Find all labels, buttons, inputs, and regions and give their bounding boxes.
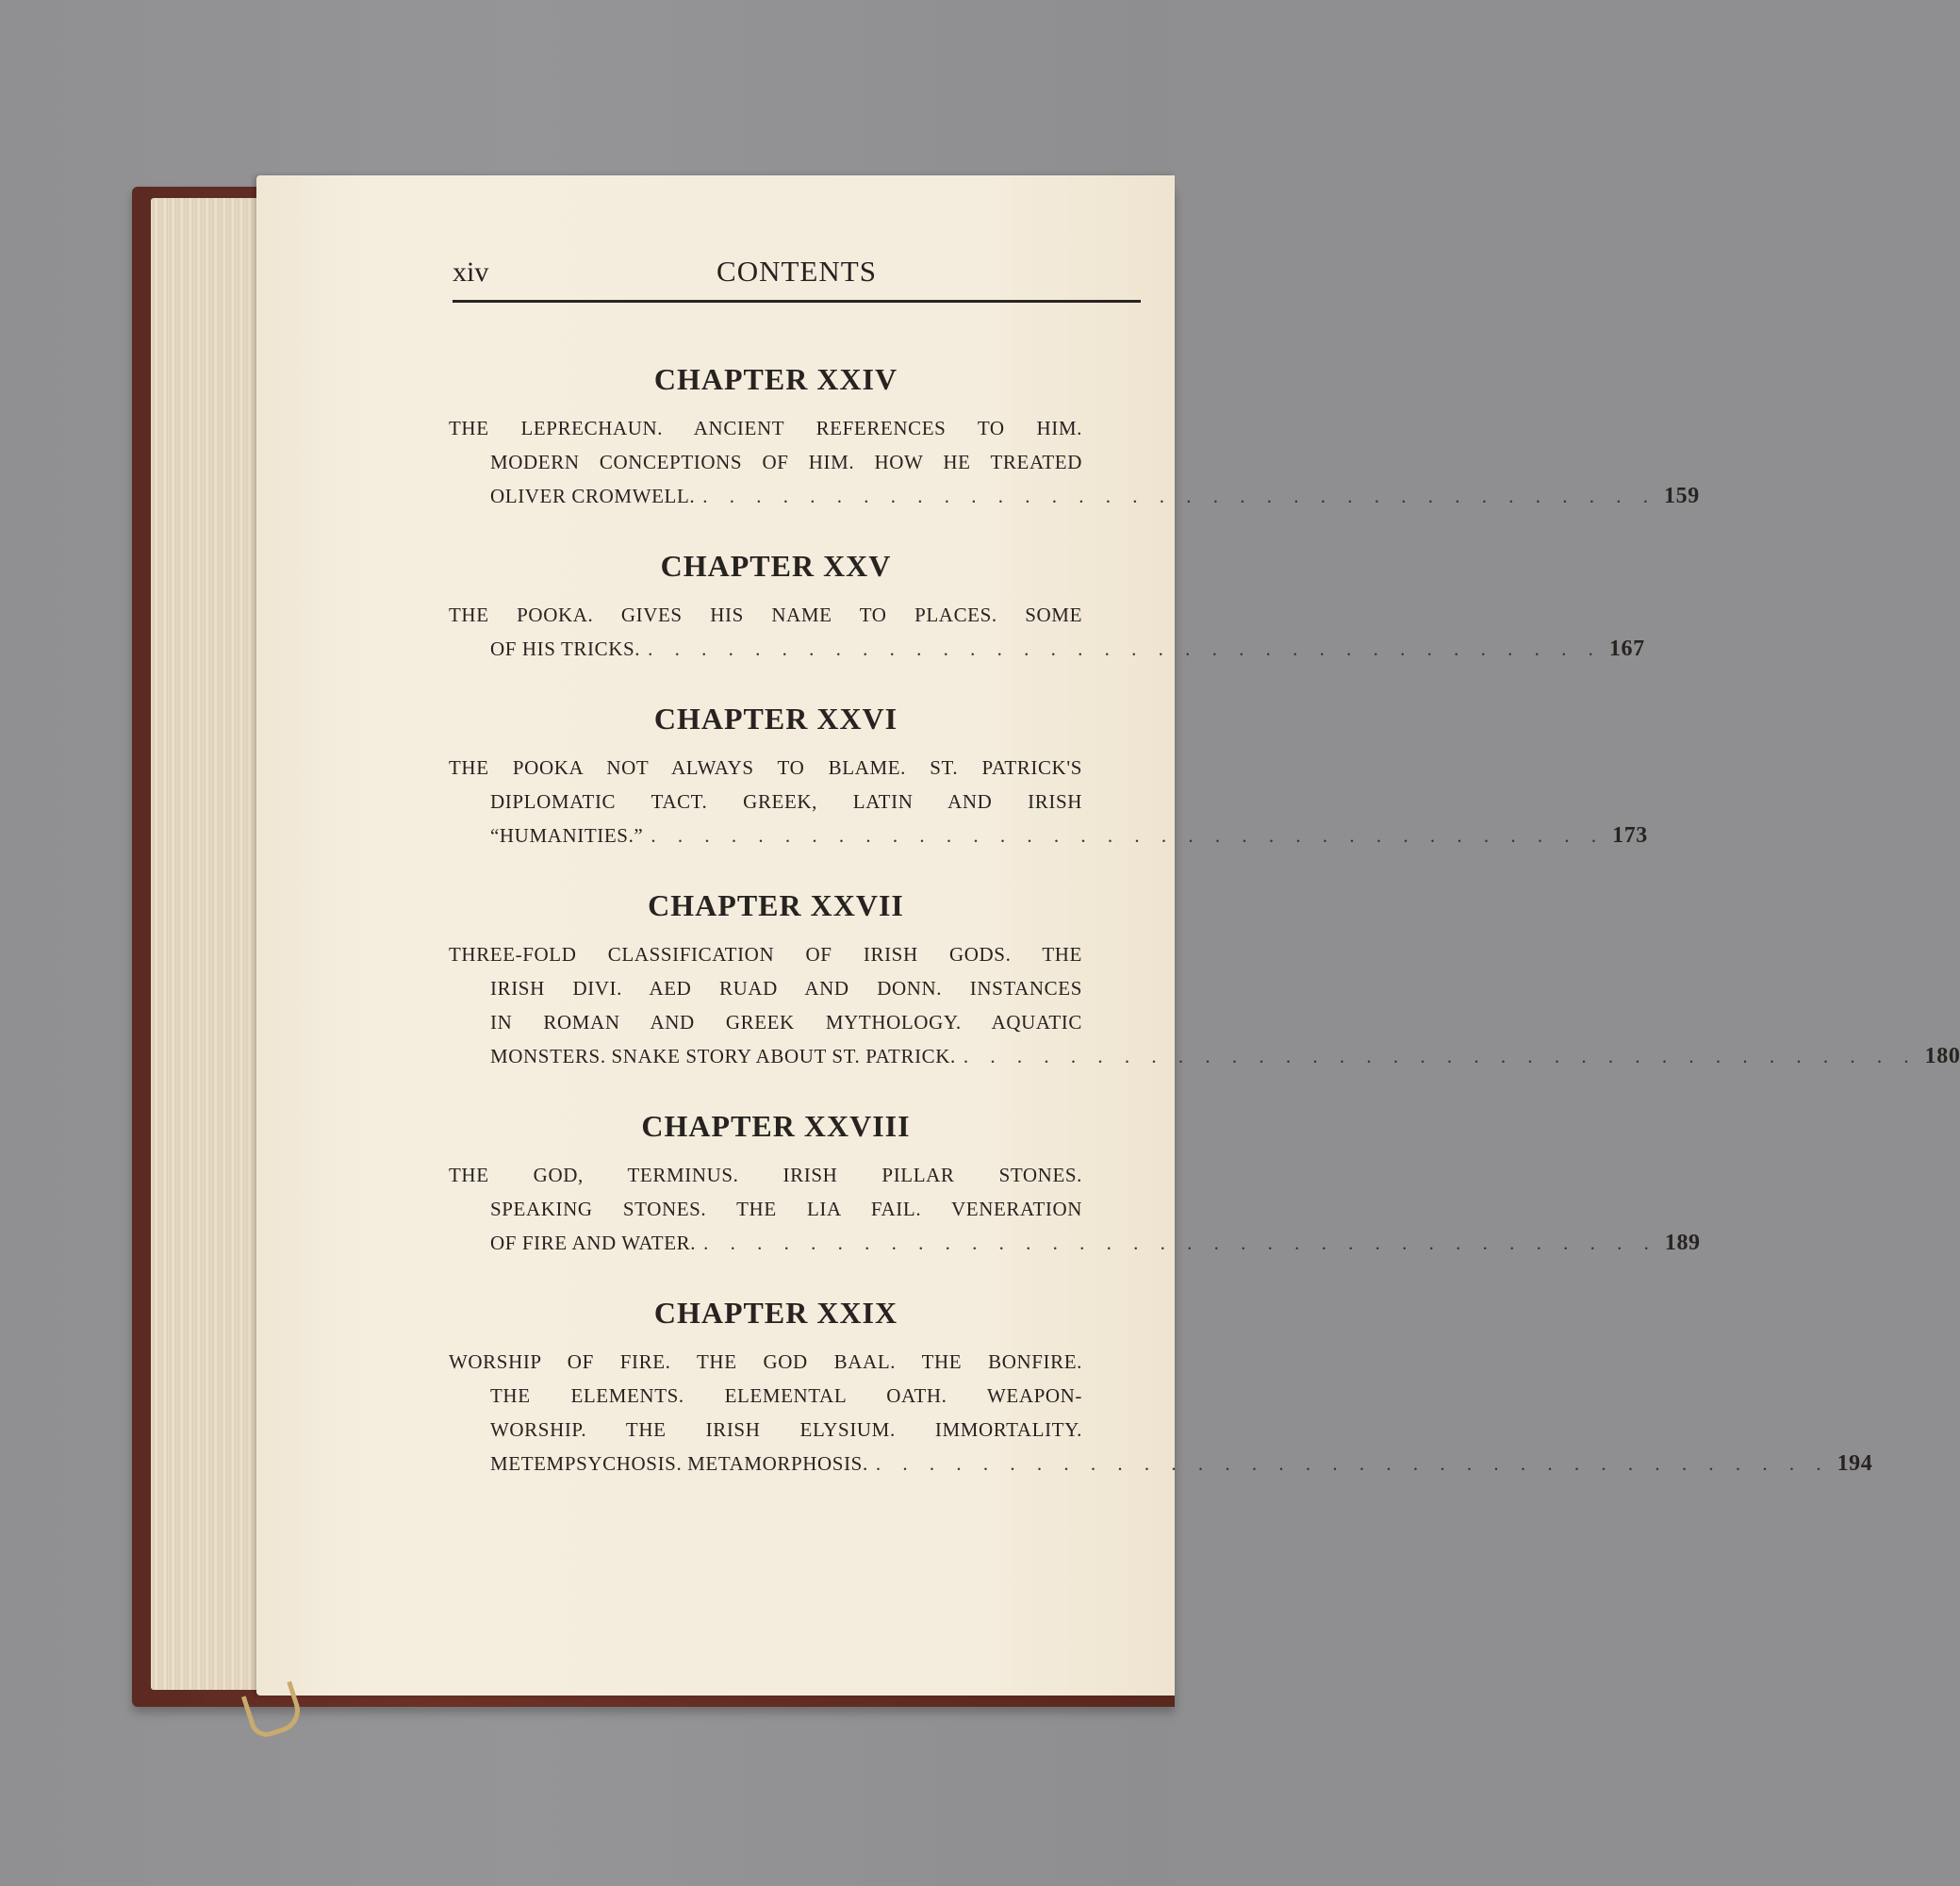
summary-line: MONSTERS. SNAKE STORY ABOUT ST. PATRICK. xyxy=(490,1045,956,1067)
chapter-summary xyxy=(449,937,1960,1073)
summary-last-line xyxy=(490,819,1648,852)
toc-chapter xyxy=(449,545,1645,666)
page-header xyxy=(453,255,1141,302)
chapter-page-number: 189 xyxy=(1664,1231,1701,1255)
toc-chapter xyxy=(449,885,1960,1073)
page-stack xyxy=(151,198,264,1690)
chapter-title: CHAPTER XXIX xyxy=(653,1296,898,1330)
summary-last-line xyxy=(490,632,1645,666)
toc-chapter xyxy=(449,1105,1701,1260)
summary-line: “HUMANITIES.” xyxy=(490,824,644,847)
summary-line: OF FIRE AND WATER. xyxy=(490,1232,697,1254)
summary-line: THE ELEMENTS. ELEMENTAL OATH. WEAPON- xyxy=(490,1384,1082,1407)
summary-line: THREE-FOLD CLASSIFICATION OF IRISH GODS. THE xyxy=(449,943,1082,966)
dot-leader: . . . . . . . . . . . . . . . . . . . . . . . . . . . . . . . . . . . . xyxy=(875,1452,1830,1475)
table-of-contents xyxy=(449,358,1960,1513)
chapter-title: CHAPTER XXVI xyxy=(653,702,898,736)
dot-leader: . . . . . . . . . . . . . . . . . . . . . . . . . . . . . . . . . . . . xyxy=(702,485,1656,507)
summary-line: THE LEPRECHAUN. ANCIENT REFERENCES TO HIM. xyxy=(449,417,1082,439)
summary-last-line xyxy=(490,1039,1960,1073)
summary-line: OLIVER CROMWELL. xyxy=(490,485,696,507)
summary-line: IRISH DIVI. AED RUAD AND DONN. INSTANCES xyxy=(490,977,1082,1000)
chapter-title: CHAPTER XXIV xyxy=(653,362,898,396)
page-number: xiv xyxy=(453,256,489,288)
summary-line: IN ROMAN AND GREEK MYTHOLOGY. AQUATIC xyxy=(490,1011,1082,1034)
summary-line: OF HIS TRICKS. xyxy=(490,637,641,660)
chapter-summary xyxy=(449,1158,1701,1260)
chapter-summary xyxy=(449,1345,1873,1481)
toc-chapter xyxy=(449,698,1648,852)
chapter-page-number: 173 xyxy=(1612,823,1648,848)
dot-leader: . . . . . . . . . . . . . . . . . . . . . . . . . . . . . . . . . . . . xyxy=(648,637,1602,660)
summary-line: THE POOKA. GIVES HIS NAME TO PLACES. SOME xyxy=(449,604,1082,626)
summary-line: SPEAKING STONES. THE LIA FAIL. VENERATION xyxy=(490,1198,1082,1220)
chapter-page-number: 194 xyxy=(1836,1451,1873,1476)
chapter-page-number: 180 xyxy=(1924,1044,1960,1068)
toc-chapter xyxy=(449,358,1700,513)
chapter-title: CHAPTER XXV xyxy=(660,549,892,583)
chapter-title: CHAPTER XXVII xyxy=(648,888,904,922)
summary-line: THE POOKA NOT ALWAYS TO BLAME. ST. PATRICK'S xyxy=(449,756,1082,779)
summary-last-line xyxy=(490,1447,1873,1481)
chapter-title: CHAPTER XXVIII xyxy=(641,1109,911,1143)
summary-line: METEMPSYCHOSIS. METAMORPHOSIS. xyxy=(490,1452,868,1475)
dot-leader: . . . . . . . . . . . . . . . . . . . . . . . . . . . . . . . . . . . . xyxy=(703,1232,1657,1254)
header-rule xyxy=(453,300,1141,303)
summary-last-line xyxy=(490,1226,1701,1260)
dot-leader: . . . . . . . . . . . . . . . . . . . . . . . . . . . . . . . . . . . . xyxy=(651,824,1606,847)
summary-line: THE GOD, TERMINUS. IRISH PILLAR STONES. xyxy=(449,1164,1082,1186)
summary-line: DIPLOMATIC TACT. GREEK, LATIN AND IRISH xyxy=(490,790,1082,813)
summary-line: WORSHIP OF FIRE. THE GOD BAAL. THE BONFIRE. xyxy=(449,1350,1082,1373)
chapter-summary xyxy=(449,751,1648,852)
dot-leader: . . . . . . . . . . . . . . . . . . . . . . . . . . . . . . . . . . . . xyxy=(963,1045,1918,1067)
running-title: CONTENTS xyxy=(716,255,877,288)
chapter-page-number: 159 xyxy=(1664,484,1700,508)
chapter-page-number: 167 xyxy=(1608,637,1645,661)
chapter-summary xyxy=(449,598,1645,666)
chapter-summary xyxy=(449,411,1700,513)
summary-line: WORSHIP. THE IRISH ELYSIUM. IMMORTALITY. xyxy=(490,1418,1082,1441)
toc-chapter xyxy=(449,1292,1873,1481)
summary-line: MODERN CONCEPTIONS OF HIM. HOW HE TREATED xyxy=(490,451,1082,473)
summary-last-line xyxy=(490,479,1700,513)
